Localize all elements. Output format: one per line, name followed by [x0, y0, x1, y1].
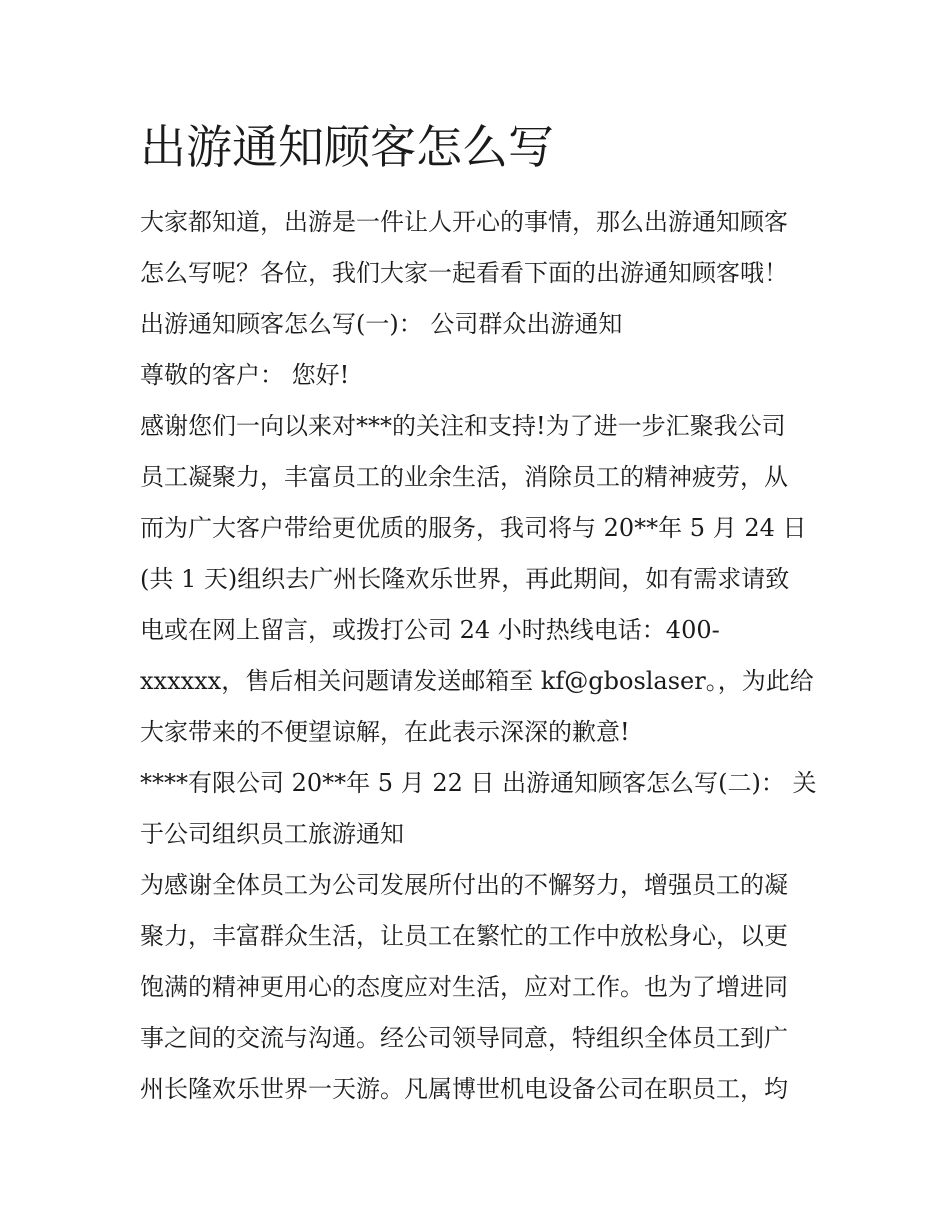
body-line: 事之间的交流与沟通。经公司领导同意，特组织全体员工到广 [140, 1024, 788, 1052]
greeting-line: 尊敬的客户： 您好! [140, 361, 350, 389]
body-line: xxxxxx，售后相关问题请发送邮箱至 kf@gboslaser。，为此给 [140, 667, 814, 695]
body-line: 大家带来的不便望谅解，在此表示深深的歉意! [140, 718, 630, 746]
document-title: 出游通知顾客怎么写 [140, 120, 554, 174]
body-line: 聚力，丰富群众生活，让员工在繁忙的工作中放松身心，以更 [140, 922, 788, 950]
body-line: 为感谢全体员工为公司发展所付出的不懈努力，增强员工的凝 [140, 871, 788, 899]
body-line: 感谢您们一向以来对***的关注和支持!为了进一步汇聚我公司 [140, 412, 786, 440]
body-line: 怎么写呢？各位，我们大家一起看看下面的出游通知顾客哦！ [140, 259, 788, 287]
body-line: 饱满的精神更用心的态度应对生活，应对工作。也为了增进同 [140, 973, 788, 1001]
section-heading: 出游通知顾客怎么写(一)： 公司群众出游通知 [140, 310, 623, 338]
body-line: 员工凝聚力，丰富员工的业余生活，消除员工的精神疲劳，从 [140, 463, 788, 491]
section-heading: 于公司组织员工旅游通知 [140, 820, 404, 848]
body-line: 大家都知道，出游是一件让人开心的事情，那么出游通知顾客 [140, 208, 788, 236]
body-line: (共 1 天)组织去广州长隆欢乐世界，再此期间，如有需求请致 [140, 565, 790, 593]
body-line: 电或在网上留言，或拨打公司 24 小时热线电话：400- [140, 616, 720, 644]
body-line: 而为广大客户带给更优质的服务，我司将与 20**年 5 月 24 日 [140, 514, 807, 542]
signature-line: ****有限公司 20**年 5 月 22 日 出游通知顾客怎么写(二)： 关 [140, 769, 817, 797]
body-line: 州长隆欢乐世界一天游。凡属博世机电设备公司在职员工，均 [140, 1075, 788, 1103]
